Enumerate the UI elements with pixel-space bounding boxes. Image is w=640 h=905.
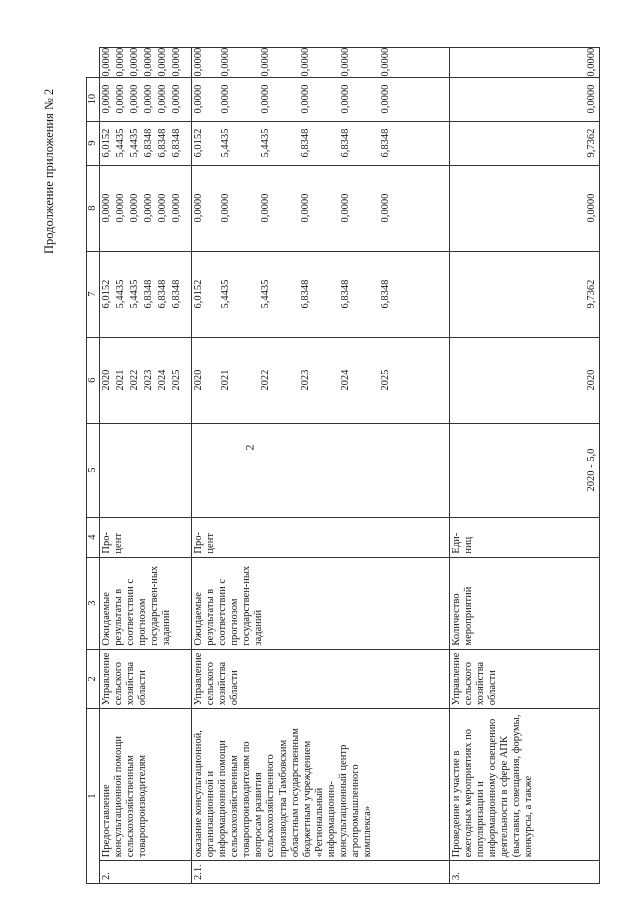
value: 0,0000 xyxy=(143,84,155,114)
col-header-9: 9 xyxy=(87,121,100,165)
indicator: Ожидаемые результаты в соответствии с прогнозом государствен-ных заданий xyxy=(100,557,192,649)
target-value xyxy=(100,423,192,517)
year: 2023 xyxy=(300,369,312,391)
value: 0,0000 xyxy=(380,84,392,114)
value: 0,0000 xyxy=(171,193,183,223)
col10-values xyxy=(100,47,192,77)
row-number: 3. xyxy=(450,861,600,884)
value: 5,4435 xyxy=(220,128,232,158)
value: 0,0000 xyxy=(260,193,272,223)
value: 0,0000 xyxy=(586,193,598,223)
value: 0,0000 xyxy=(193,193,205,223)
col7-values xyxy=(192,165,450,251)
value: 0,0000 xyxy=(260,47,272,77)
value: 6,0152 xyxy=(101,279,113,309)
value: 6,0152 xyxy=(193,279,205,309)
value: 0,0000 xyxy=(300,47,312,77)
year: 2022 xyxy=(129,369,141,391)
value: 0,0000 xyxy=(586,47,598,77)
indicator: Количество мероприятий xyxy=(450,557,600,649)
value: 5,4435 xyxy=(129,279,141,309)
value: 6,8348 xyxy=(340,128,352,158)
value: 0,0000 xyxy=(340,47,352,77)
col7-values xyxy=(450,165,600,251)
value: 5,4435 xyxy=(129,128,141,158)
year-list xyxy=(100,337,192,423)
table-row xyxy=(450,47,600,883)
value: 0,0000 xyxy=(129,84,141,114)
value: 5,4435 xyxy=(115,128,127,158)
value: 0,0000 xyxy=(340,193,352,223)
value: 0,0000 xyxy=(101,193,113,223)
value: 0,0000 xyxy=(157,84,169,114)
value: 0,0000 xyxy=(220,84,232,114)
target-value xyxy=(192,423,450,517)
year: 2021 xyxy=(220,369,232,391)
rotated-sheet xyxy=(42,34,626,884)
value: 0,0000 xyxy=(143,193,155,223)
year: 2025 xyxy=(171,369,183,391)
value: 0,0000 xyxy=(115,47,127,77)
value: 6,8348 xyxy=(300,279,312,309)
value: 0,0000 xyxy=(101,47,113,77)
activity-name: оказание консультационной, организационной и информационной помощи сельскохозяйственным товаропроизводителям по вопросам развития сельскохозяйственного производства Тамбовским областным государственным бюджетным учреждением «Региональный информационно-консультационный центр агропромышленного комплекса» xyxy=(192,709,450,861)
col-header-6: 6 xyxy=(87,337,100,423)
table-row xyxy=(100,47,192,883)
year: 2021 xyxy=(115,369,127,391)
value: 6,8348 xyxy=(157,128,169,158)
value: 0,0000 xyxy=(220,47,232,77)
value: 6,8348 xyxy=(171,128,183,158)
col6-values xyxy=(450,251,600,337)
year-list xyxy=(192,337,450,423)
column-number-row xyxy=(87,47,100,883)
col-header-8: 8 xyxy=(87,165,100,251)
value: 0,0000 xyxy=(220,193,232,223)
col-header-3: 3 xyxy=(87,557,100,649)
year-list xyxy=(450,337,600,423)
value: 9,7362 xyxy=(586,128,598,158)
value: 5,4435 xyxy=(260,279,272,309)
col7-values xyxy=(100,165,192,251)
unit: Еди-ниц xyxy=(450,517,600,557)
value: 6,8348 xyxy=(340,279,352,309)
executor: Управление сельского хозяйства области xyxy=(192,649,450,709)
value: 5,4435 xyxy=(115,279,127,309)
value: 0,0000 xyxy=(157,47,169,77)
value: 6,8348 xyxy=(143,279,155,309)
value: 0,0000 xyxy=(157,193,169,223)
value: 0,0000 xyxy=(115,193,127,223)
year: 2025 xyxy=(380,369,392,391)
value: 0,0000 xyxy=(380,47,392,77)
col-header-1: 1 xyxy=(87,709,100,884)
value: 6,8348 xyxy=(380,128,392,158)
col-header-5: 5 xyxy=(87,423,100,517)
col8-values xyxy=(192,121,450,165)
col-header-2: 2 xyxy=(87,649,100,709)
value: 0,0000 xyxy=(143,47,155,77)
col-header-10: 10 xyxy=(87,77,100,121)
value: 5,4435 xyxy=(220,279,232,309)
value: 0,0000 xyxy=(193,47,205,77)
col6-values xyxy=(100,251,192,337)
value: 0,0000 xyxy=(340,84,352,114)
value: 5,4435 xyxy=(260,128,272,158)
col-header-4: 4 xyxy=(87,517,100,557)
activity-name: Проведение и участие в ежегодных мероприятиях по популяризации и информационному освещению деятельности в сфере АПК (выставки, совещания, форумы, конкурсы, а также xyxy=(450,709,600,861)
value: 0,0000 xyxy=(260,84,272,114)
unit: Про-цент xyxy=(192,517,450,557)
value: 0,0000 xyxy=(300,193,312,223)
year: 2024 xyxy=(157,369,169,391)
col9-values xyxy=(100,77,192,121)
value: 6,0152 xyxy=(193,128,205,158)
value: 6,8348 xyxy=(300,128,312,158)
target-value: 2020 - 5,0 xyxy=(450,423,600,517)
value: 0,0000 xyxy=(586,84,598,114)
value: 0,0000 xyxy=(193,84,205,114)
value: 6,8348 xyxy=(380,279,392,309)
col9-values xyxy=(192,77,450,121)
col10-values xyxy=(192,47,450,77)
value: 9,7362 xyxy=(586,279,598,309)
col-header-7: 7 xyxy=(87,251,100,337)
value: 0,0000 xyxy=(115,84,127,114)
year: 2020 xyxy=(101,369,113,391)
value: 0,0000 xyxy=(101,84,113,114)
program-table xyxy=(86,47,600,884)
page-number: 2 xyxy=(242,444,257,451)
year: 2024 xyxy=(340,369,352,391)
value: 0,0000 xyxy=(171,47,183,77)
value: 0,0000 xyxy=(129,47,141,77)
executor: Управление сельского хозяйства области xyxy=(450,649,600,709)
activity-name: Предоставление консультационной помощи сельскохозяйственным товаропроизводителям xyxy=(100,709,192,861)
col8-values xyxy=(450,121,600,165)
row-number: 2. xyxy=(100,861,192,884)
appendix-caption: Продолжение приложения № 2 xyxy=(42,88,56,254)
indicator: Ожидаемые результаты в соответствии с прогнозом государствен-ных заданий xyxy=(192,557,450,649)
unit: Про-цент xyxy=(100,517,192,557)
col10-values xyxy=(450,47,600,77)
year: 2023 xyxy=(143,369,155,391)
year: 2022 xyxy=(260,369,272,391)
value: 0,0000 xyxy=(129,193,141,223)
year: 2020 xyxy=(586,369,598,391)
value: 6,0152 xyxy=(101,128,113,158)
value: 0,0000 xyxy=(380,193,392,223)
col8-values xyxy=(100,121,192,165)
year: 2020 xyxy=(193,369,205,391)
value: 0,0000 xyxy=(171,84,183,114)
col9-values xyxy=(450,77,600,121)
executor: Управление сельского хозяйства области xyxy=(100,649,192,709)
table-row xyxy=(192,47,450,883)
value: 0,0000 xyxy=(300,84,312,114)
col6-values xyxy=(192,251,450,337)
row-number: 2.1. xyxy=(192,861,450,884)
value: 6,8348 xyxy=(171,279,183,309)
value: 6,8348 xyxy=(157,279,169,309)
value: 6,8348 xyxy=(143,128,155,158)
